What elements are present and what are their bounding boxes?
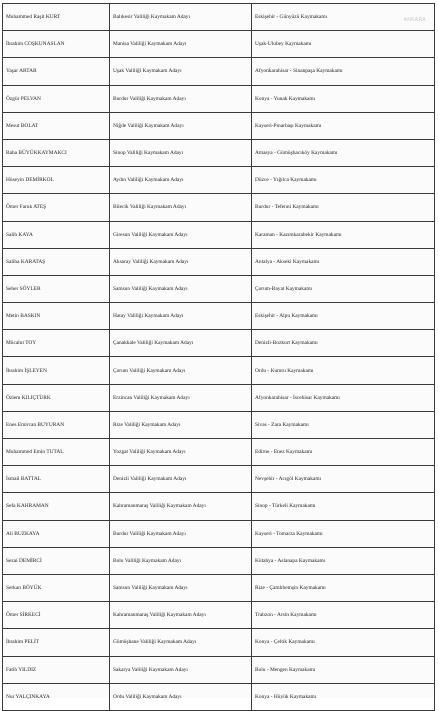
current-post-cell: Ordu Valiliği Kaymakam Adayı: [110, 683, 252, 710]
new-post-cell: Amasya - Gümüşhacıköy Kaymakamı: [252, 139, 435, 166]
name-cell: Sefa KAHRAMAN: [3, 493, 110, 520]
name-cell: Metin BASKIN: [3, 303, 110, 330]
current-post-cell: Erzincan Valiliği Kaymakam Adayı: [110, 384, 252, 411]
new-post-cell: Edirne - Enez Kaymakamı: [252, 439, 435, 466]
current-post-cell: Bolu Valiliği Kaymakam Adayı: [110, 547, 252, 574]
new-post-cell: Denizli-Bozkurt Kaymakamı: [252, 330, 435, 357]
table-row: [3, 4, 435, 31]
new-post-cell: Eskişehir - Alpu Kaymakamı: [252, 303, 435, 330]
current-post-cell: Kahramanmaraş Valiliği Kaymakam Adayı: [110, 602, 252, 629]
new-post-cell: Afyonkarahisar - Sinanpaşa Kaymakamı: [252, 58, 435, 85]
table-row: [3, 466, 435, 493]
table-row: [3, 112, 435, 139]
watermark: ANKARA: [403, 17, 426, 23]
table-row: [3, 629, 435, 656]
name-cell: Özgür PELVAN: [3, 85, 110, 112]
new-post-cell: Sinop - Türkeli Kaymakamı: [252, 493, 435, 520]
table-row: [3, 439, 435, 466]
current-post-cell: Burdur Valiliği Kaymakam Adayı: [110, 85, 252, 112]
new-post-cell: Çorum-Bayat Kaymakamı: [252, 275, 435, 302]
name-cell: Mesut BOLAT: [3, 112, 110, 139]
name-cell: Ali BUZKAYA: [3, 520, 110, 547]
table-row: [3, 574, 435, 601]
current-post-cell: Sakarya Valiliği Kaymakam Adayı: [110, 656, 252, 683]
name-cell: Ömer Faruk ATEŞ: [3, 194, 110, 221]
table-row: [3, 683, 435, 710]
table-row: [3, 85, 435, 112]
table-row: [3, 520, 435, 547]
current-post-cell: Manisa Valiliği Kaymakam Adayı: [110, 31, 252, 58]
name-cell: İbrahim İŞLEYEN: [3, 357, 110, 384]
table-row: [3, 411, 435, 438]
document-page: [2, 3, 434, 698]
name-cell: İbrahim COŞKUNASLAN: [3, 31, 110, 58]
new-post-cell: Bolu - Mengen Kaymakamı: [252, 656, 435, 683]
name-cell: Serkan BÖYÜK: [3, 574, 110, 601]
new-post-cell: Rize - Çamlıhemşin Kaymakamı: [252, 574, 435, 601]
table-row: [3, 384, 435, 411]
appointments-table: [2, 3, 435, 711]
table-row: [3, 167, 435, 194]
new-post-cell: Ordu - Kumru Kaymakamı: [252, 357, 435, 384]
name-cell: Yaşar ARTAR: [3, 58, 110, 85]
current-post-cell: Balıkesir Valiliği Kaymakam Adayı: [110, 4, 252, 31]
name-cell: Seher SÖYLER: [3, 275, 110, 302]
current-post-cell: Giresun Valiliği Kaymakam Adayı: [110, 221, 252, 248]
new-post-cell: Konya - Hüyük Kaymakamı: [252, 683, 435, 710]
name-cell: Baha BÜYÜKKAYMAKCI: [3, 139, 110, 166]
current-post-cell: Uşak Valiliği Kaymakam Adayı: [110, 58, 252, 85]
table-row: [3, 58, 435, 85]
new-post-cell: Karaman - Kazımkarabekir Kaymakamı: [252, 221, 435, 248]
table-row: [3, 656, 435, 683]
current-post-cell: Samsun Valiliği Kaymakam Adayı: [110, 275, 252, 302]
table-row: [3, 194, 435, 221]
new-post-cell: Nevşehir - Acıgöl Kaymakamı: [252, 466, 435, 493]
table-row: [3, 248, 435, 275]
name-cell: İbrahim PELİT: [3, 629, 110, 656]
current-post-cell: Aydın Valiliği Kaymakam Adayı: [110, 167, 252, 194]
new-post-cell: Afyonkarahisar - İscehisar Kaymakamı: [252, 384, 435, 411]
table-body: [3, 4, 435, 711]
current-post-cell: Sinop Valiliği Kaymakam Adayı: [110, 139, 252, 166]
new-post-cell: Eskişehir - Günyüzü Kaymakamı: [252, 4, 435, 31]
new-post-cell: Sivas - Zara Kaymakamı: [252, 411, 435, 438]
name-cell: Hüseyin DEMİRKOL: [3, 167, 110, 194]
table-row: [3, 493, 435, 520]
table-row: [3, 275, 435, 302]
name-cell: Özlem KILIÇTÜRK: [3, 384, 110, 411]
current-post-cell: Kahramanmaraş Valiliği Kaymakam Adayı: [110, 493, 252, 520]
current-post-cell: Denizli Valiliği Kaymakam Adayı: [110, 466, 252, 493]
new-post-cell: Konya - Yunak Kaymakamı: [252, 85, 435, 112]
table-row: [3, 303, 435, 330]
new-post-cell: Kütahya - Aslanapa Kaymakamı: [252, 547, 435, 574]
current-post-cell: Rize Valiliği Kaymakam Adayı: [110, 411, 252, 438]
current-post-cell: Gümüşhane Valiliği Kaymakam Adayı: [110, 629, 252, 656]
name-cell: Mücahıt TOY: [3, 330, 110, 357]
current-post-cell: Bilecik Valiliği Kaymakam Adayı: [110, 194, 252, 221]
name-cell: Muhammed Raşit KURT: [3, 4, 110, 31]
name-cell: Nur YALÇINKAYA: [3, 683, 110, 710]
new-post-cell: Kayseri-Pınarbaşı Kaymakamı: [252, 112, 435, 139]
table-row: [3, 357, 435, 384]
current-post-cell: Yozgat Valiliği Kaymakam Adayı: [110, 439, 252, 466]
table-row: [3, 221, 435, 248]
name-cell: Salih KAYA: [3, 221, 110, 248]
new-post-cell: Burdur - Tefenni Kaymakamı: [252, 194, 435, 221]
name-cell: Fatih YILDIZ: [3, 656, 110, 683]
new-post-cell: Düzce - Yığılca Kaymakamı: [252, 167, 435, 194]
table-row: [3, 602, 435, 629]
new-post-cell: Antalya - Akseki Kaymakamı: [252, 248, 435, 275]
table-row: [3, 31, 435, 58]
name-cell: Sezai DEMİRCİ: [3, 547, 110, 574]
table-row: [3, 139, 435, 166]
current-post-cell: Niğde Valiliği Kaymakam Adayı: [110, 112, 252, 139]
current-post-cell: Aksaray Valiliği Kaymakam Adayı: [110, 248, 252, 275]
current-post-cell: Çanakkale Valiliği Kaymakam Adayı: [110, 330, 252, 357]
name-cell: Saliha KARATAŞ: [3, 248, 110, 275]
current-post-cell: Samsun Valiliği Kaymakam Adayı: [110, 574, 252, 601]
name-cell: İsmail BATTAL: [3, 466, 110, 493]
current-post-cell: Hatay Valiliği Kaymakam Adayı: [110, 303, 252, 330]
name-cell: Ömer SİRKECİ: [3, 602, 110, 629]
new-post-cell: Uşak-Ulubey Kaymakamı: [252, 31, 435, 58]
current-post-cell: Burdur Valiliği Kaymakam Adayı: [110, 520, 252, 547]
current-post-cell: Çorum Valiliği Kaymakam Adayı: [110, 357, 252, 384]
table-row: [3, 330, 435, 357]
new-post-cell: Kayseri - Tomarza Kaymakamı: [252, 520, 435, 547]
name-cell: Enes Emircan BUYURAN: [3, 411, 110, 438]
new-post-cell: Konya - Çeltik Kaymakamı: [252, 629, 435, 656]
new-post-cell: Trabzon - Arsin Kaymakamı: [252, 602, 435, 629]
name-cell: Muhammed Emin TUTAL: [3, 439, 110, 466]
table-row: [3, 547, 435, 574]
